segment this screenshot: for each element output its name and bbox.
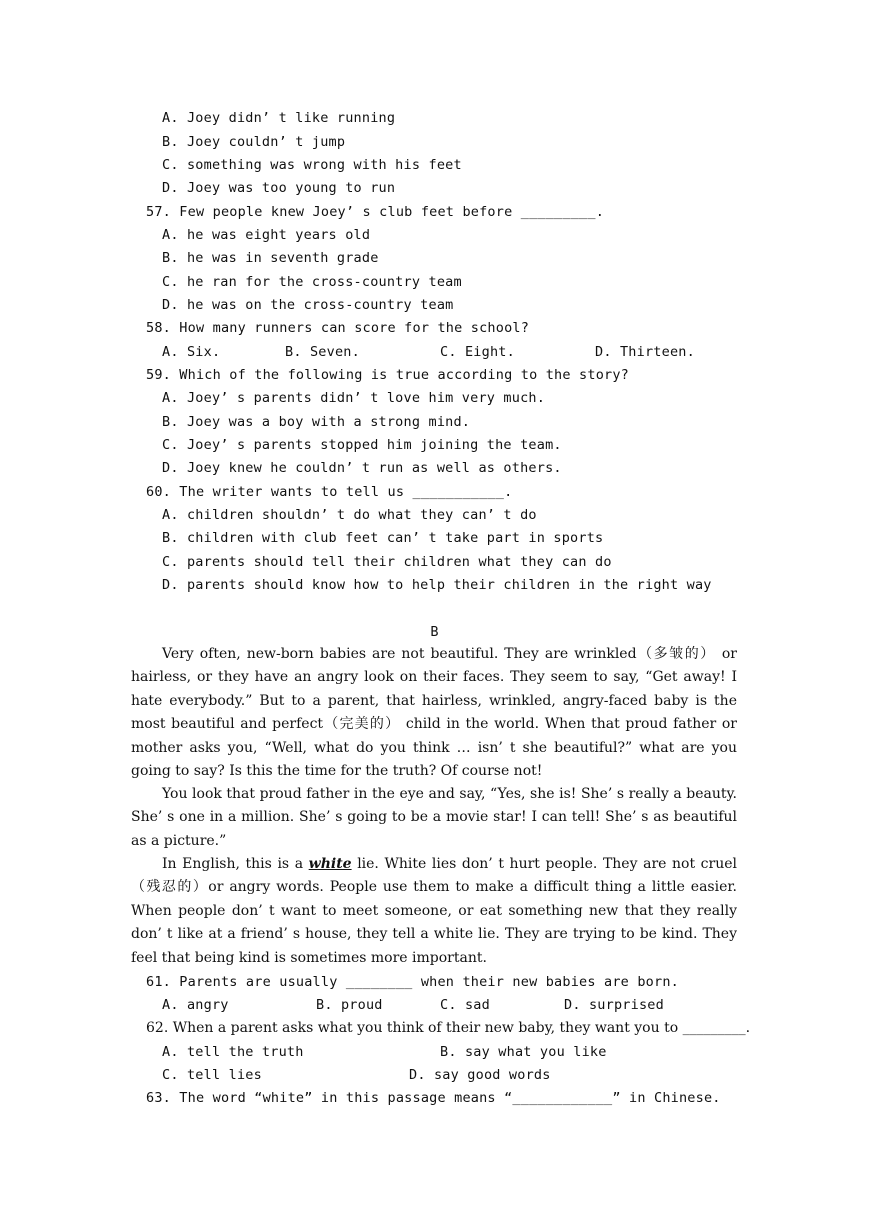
q58-option-a: A. Six.	[162, 344, 221, 360]
passage-paragraph-1: Very often, new-born babies are not beautiful. They are wrinkled（多皱的） or hairless, or they have an angry look on their faces. They seem to say, “Get away! I hate everybody.” But to a parent, that hairless, wrinkled, angry-faced baby is the most beautiful and perfect（完美的） child in the world. When that proud father or mother asks you, “Well, what do you think … isn’ t she beautiful?” what are you going to say? Is this the time for the truth? Of course not!	[131, 646, 737, 780]
q63-stem: 63. The word “white” in this passage means “____________” in Chinese.	[146, 1090, 721, 1106]
q57-option-a: A. he was eight years old	[162, 227, 371, 243]
q61-option-d: D. surprised	[564, 997, 664, 1013]
q60-option-c: C. parents should tell their children what they can do	[162, 554, 612, 570]
underlined-word-white: white	[308, 856, 352, 872]
q59-option-d: D. Joey knew he couldn’ t run as well as others.	[162, 460, 562, 476]
q57-stem: 57. Few people knew Joey’ s club feet before _________.	[146, 204, 605, 220]
q61-stem: 61. Parents are usually ________ when their new babies are born.	[146, 974, 679, 990]
section-b-heading: B	[430, 624, 439, 640]
q59-stem: 59. Which of the following is true according to the story?	[146, 367, 630, 383]
q61-option-a: A. angry	[162, 997, 229, 1013]
q60-stem: 60. The writer wants to tell us ___________.	[146, 484, 513, 500]
q60-option-d: D. parents should know how to help their children in the right way	[162, 577, 712, 593]
q62-option-c: C. tell lies	[162, 1067, 262, 1083]
passage-paragraph-2: You look that proud father in the eye and say, “Yes, she is! She’ s really a beauty. She’ s one in a million. She’ s going to be a movie star! I can tell! She’ s as beautiful as a picture.”	[131, 786, 737, 849]
q60-option-b: B. children with club feet can’ t take part in sports	[162, 530, 604, 546]
paragraph-3-rest: lie. White lies don’ t hurt people. They are not cruel（残忍的）or angry words. People use them to make a difficult thing a little easier. When people don’ t want to meet someone, or eat something new that they really don’ t like at a friend’ s house, they tell a white lie. They are trying to be kind. They feel that being kind is sometimes more important.	[131, 856, 737, 966]
q57-option-c: C. he ran for the cross-country team	[162, 274, 462, 290]
q58-option-c: C. Eight.	[440, 344, 515, 360]
q56-option-d: D. Joey was too young to run	[162, 180, 396, 196]
q62-option-b: B. say what you like	[440, 1044, 607, 1060]
q60-option-a: A. children shouldn’ t do what they can’ t do	[162, 507, 537, 523]
q57-option-b: B. he was in seventh grade	[162, 250, 379, 266]
q62-stem: 62. When a parent asks what you think of their new baby, they want you to _________.	[146, 1020, 751, 1036]
q58-option-b: B. Seven.	[285, 344, 360, 360]
q59-option-a: A. Joey’ s parents didn’ t love him very much.	[162, 390, 546, 406]
q61-option-b: B. proud	[316, 997, 383, 1013]
q56-option-a: A. Joey didn’ t like running	[162, 110, 396, 126]
q59-option-c: C. Joey’ s parents stopped him joining the team.	[162, 437, 562, 453]
q61-option-c: C. sad	[440, 997, 490, 1013]
q59-option-b: B. Joey was a boy with a strong mind.	[162, 414, 471, 430]
q62-option-d: D. say good words	[409, 1067, 551, 1083]
passage-paragraph-3	[131, 853, 737, 970]
q62-option-a: A. tell the truth	[162, 1044, 304, 1060]
q58-stem: 58. How many runners can score for the school?	[146, 320, 530, 336]
q56-option-b: B. Joey couldn’ t jump	[162, 134, 346, 150]
q58-option-d: D. Thirteen.	[595, 344, 695, 360]
paragraph-3-lead: In English, this is a	[162, 856, 309, 872]
q57-option-d: D. he was on the cross-country team	[162, 297, 454, 313]
q56-option-c: C. something was wrong with his feet	[162, 157, 462, 173]
